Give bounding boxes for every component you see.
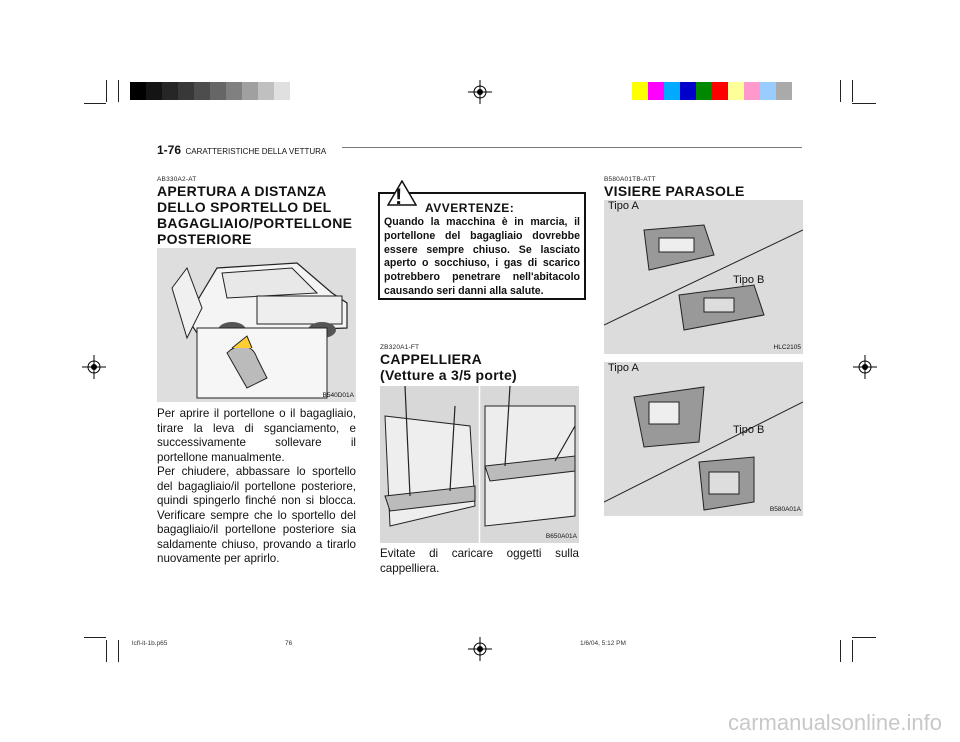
grey-swatch xyxy=(178,82,194,100)
section-code: AB330A2-AT xyxy=(157,176,197,183)
color-swatch xyxy=(632,82,648,100)
crop-mark xyxy=(118,80,119,102)
warning-text: Quando la macchina è in marcia, il portellone del bagagliaio dovrebbe essere sempre chiuso. Se lasciato aperto o socchiuso, i gas di scarico potrebbero penetrare nell'abitacolo causando seri danni alla salute. xyxy=(384,216,580,297)
color-swatch xyxy=(648,82,664,100)
grey-swatch xyxy=(210,82,226,100)
crop-mark xyxy=(84,637,106,638)
grey-swatch xyxy=(146,82,162,100)
grey-swatch xyxy=(274,82,290,100)
section-heading: APERTURA A DISTANZA DELLO SPORTELLO DEL BAGAGLIAIO/PORTELLONE POSTERIORE xyxy=(157,183,353,247)
crop-mark xyxy=(118,640,119,662)
figure-code: HLC2105 xyxy=(773,344,801,351)
registration-mark-icon xyxy=(82,355,106,379)
color-swatch xyxy=(728,82,744,100)
color-swatch xyxy=(776,82,792,100)
color-swatch xyxy=(664,82,680,100)
crop-mark xyxy=(106,640,107,662)
crop-mark xyxy=(852,637,876,638)
figure-code: B540D01A xyxy=(322,392,354,399)
crop-mark xyxy=(852,640,853,662)
footer-date: 1/6/04, 5:12 PM xyxy=(580,640,626,647)
color-swatch xyxy=(744,82,760,100)
warning-symbol: ! xyxy=(395,184,403,209)
color-swatch xyxy=(712,82,728,100)
sun-visor-figure-2 xyxy=(604,362,803,516)
header-rule xyxy=(342,147,802,148)
crop-mark xyxy=(852,103,876,104)
grey-swatch xyxy=(194,82,210,100)
crop-mark xyxy=(84,103,106,104)
section-heading: VISIERE PARASOLE xyxy=(604,183,745,199)
section-body: Per aprire il portellone o il bagagliaio, tirare la leva di sganciamento, e successivamente sollevare il portellone manualmente. Per chiudere, abbassare lo sportello del bagagliaio/il portellone posteriore, quindi spingerlo finché non si blocca. Verificare sempre che lo sportello del bagagliaio/il portellone posteriore sia saldamente chiuso, provando a tirarlo nuovamente per aprirlo. xyxy=(157,407,356,565)
grey-swatch xyxy=(242,82,258,100)
section-title: CARATTERISTICHE DELLA VETTURA xyxy=(185,147,327,156)
sun-visor-illustration xyxy=(604,362,803,516)
grey-swatch xyxy=(162,82,178,100)
footer-file: lcfl-it-1b.p65 xyxy=(132,640,168,647)
grey-calibration-bar xyxy=(130,82,306,100)
section-code: B580A01TB-ATT xyxy=(604,176,656,183)
parcel-shelf-figure xyxy=(380,386,579,543)
sun-visor-figure-1 xyxy=(604,200,803,354)
page-header xyxy=(157,141,326,159)
color-swatch xyxy=(760,82,776,100)
label-tipo-a: Tipo A xyxy=(608,200,639,212)
registration-mark-icon xyxy=(468,637,492,661)
figure-code: B650A01A xyxy=(545,533,577,540)
registration-mark-icon xyxy=(853,355,877,379)
footer-page: 76 xyxy=(285,640,293,647)
crop-mark xyxy=(840,640,841,662)
color-swatch xyxy=(696,82,712,100)
section-heading-line: CAPPELLIERA xyxy=(380,351,483,367)
figure-code: B580A01A xyxy=(769,506,801,513)
warning-box xyxy=(378,184,586,300)
sun-visor-illustration xyxy=(604,200,803,354)
watermark: carmanualsonline.info xyxy=(727,710,942,735)
section-code: ZB320A1-FT xyxy=(380,344,420,351)
crop-mark xyxy=(852,80,853,102)
trunk-release-figure xyxy=(157,248,356,402)
warning-title: AVVERTENZE: xyxy=(425,201,515,215)
section-heading-line: (Vetture a 3/5 porte) xyxy=(380,367,518,383)
crop-mark xyxy=(106,80,107,102)
color-swatch xyxy=(680,82,696,100)
section-body: Evitate di caricare oggetti sulla cappelliera. xyxy=(380,547,579,575)
grey-swatch xyxy=(226,82,242,100)
parcel-shelf-illustration xyxy=(380,386,579,543)
trunk-illustration xyxy=(157,248,356,402)
label-tipo-a: Tipo A xyxy=(608,362,639,374)
color-calibration-bar xyxy=(632,82,792,100)
page-number: 1-76 xyxy=(157,143,182,157)
label-tipo-b: Tipo B xyxy=(733,424,765,436)
grey-swatch xyxy=(130,82,146,100)
grey-swatch xyxy=(258,82,274,100)
section-heading xyxy=(380,351,517,383)
label-tipo-b: Tipo B xyxy=(733,274,765,286)
registration-mark-icon xyxy=(468,80,492,104)
grey-swatch xyxy=(290,82,306,100)
crop-mark xyxy=(840,80,841,102)
